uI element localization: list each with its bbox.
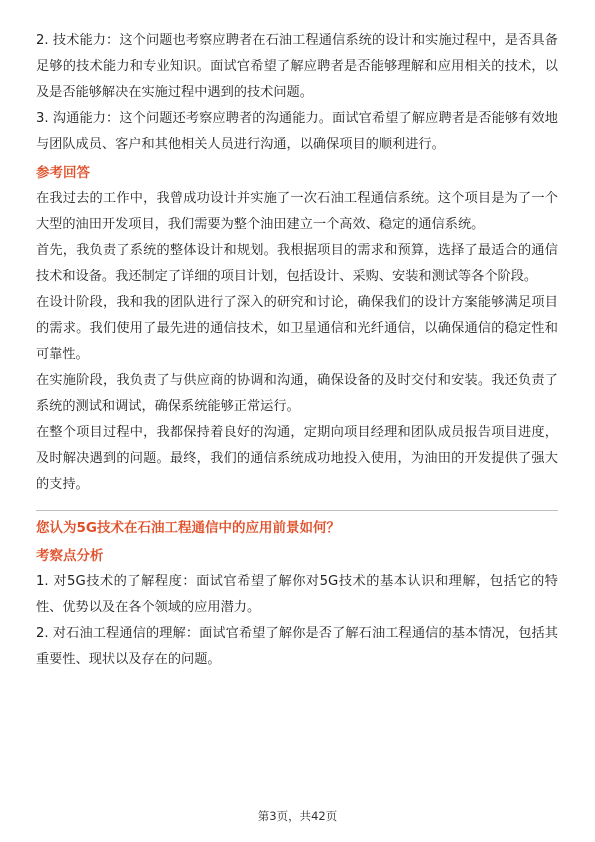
evaluation-point-communication: 3. 沟通能力：这个问题还考察应聘者的沟通能力。面试官希望了解应聘者是否能够有效地与团队成员、客户和其他相关人员进行沟通，以确保项目的顺利进行。 xyxy=(36,111,558,152)
question-title: 您认为5G技术在石油工程通信中的应用前景如何？ xyxy=(36,520,340,536)
analysis-heading: 考察点分析 xyxy=(36,548,104,564)
document-body xyxy=(36,28,558,673)
section-divider xyxy=(36,510,558,511)
evaluation-point-technical: 2. 技术能力：这个问题也考察应聘者在石油工程通信系统的设计和实施过程中，是否具备足够的技术能力和专业知识。面试官希望了解应聘者是否能够理解和应用相关的技术，以及是否能够解决在实施过程中遇到的技术问题。 xyxy=(36,33,558,100)
page-footer: 第3页，共42页 xyxy=(257,809,338,823)
analysis-point: 2. 对石油工程通信的理解：面试官希望了解你是否了解石油工程通信的基本情况，包括其重要性、现状以及存在的问题。 xyxy=(36,626,558,667)
answer-paragraph: 在整个项目过程中，我都保持着良好的沟通，定期向项目经理和团队成员报告项目进度，及时解决遇到的问题。最终，我们的通信系统成功地投入使用，为油田的开发提供了强大的支持。 xyxy=(36,425,558,492)
answer-paragraph: 首先，我负责了系统的整体设计和规划。我根据项目的需求和预算，选择了最适合的通信技术和设备。我还制定了详细的项目计划，包括设计、采购、安装和测试等各个阶段。 xyxy=(36,243,558,284)
answer-paragraph: 在我过去的工作中，我曾成功设计并实施了一次石油工程通信系统。这个项目是为了一个大型的油田开发项目，我们需要为整个油田建立一个高效、稳定的通信系统。 xyxy=(36,191,558,232)
answer-paragraph: 在设计阶段，我和我的团队进行了深入的研究和讨论，确保我们的设计方案能够满足项目的需求。我们使用了最先进的通信技术，如卫星通信和光纤通信，以确保通信的稳定性和可靠性。 xyxy=(36,295,558,362)
analysis-point: 1. 对5G技术的了解程度：面试官希望了解你对5G技术的基本认识和理解，包括它的特性、优势以及在各个领域的应用潜力。 xyxy=(36,574,558,615)
reference-answer-heading: 参考回答 xyxy=(36,165,90,181)
answer-paragraph: 在实施阶段，我负责了与供应商的协调和沟通，确保设备的及时交付和安装。我还负责了系统的测试和调试，确保系统能够正常运行。 xyxy=(36,373,558,414)
